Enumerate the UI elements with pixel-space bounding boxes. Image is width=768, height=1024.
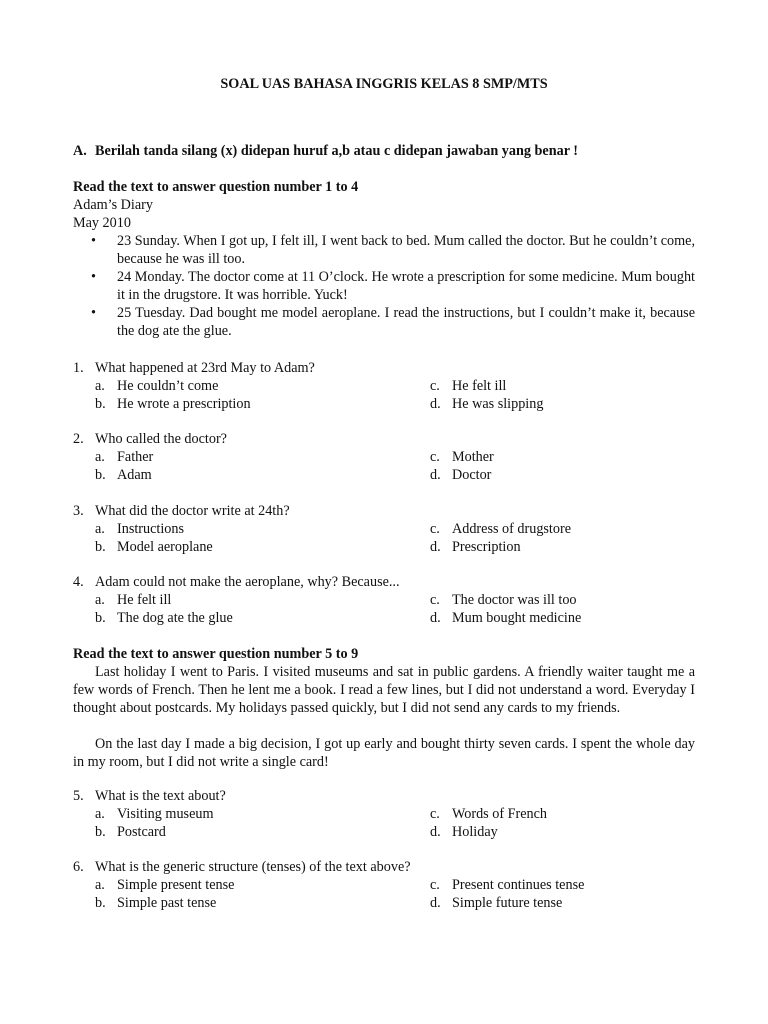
question-3: 3. What did the doctor write at 24th? a. Instructions b. Model aeroplane c. Address of drugstore d. Prescription (73, 503, 571, 555)
diary-entry: • 23 Sunday. When I got up, I felt ill, I went back to bed. Mum called the doctor. But he couldn’t come, because he was ill too. (91, 233, 695, 267)
question-4: 4. Adam could not make the aeroplane, why? Because... a. He felt ill b. The dog ate the glue c. The doctor was ill too d. Mum bought medicine (73, 574, 582, 626)
question-number: 1. (73, 360, 84, 376)
diary-date: May 2010 (73, 215, 131, 231)
instruction-label: A. (73, 143, 87, 159)
question-6: 6. What is the generic structure (tenses) of the text above? a. Simple present tense b. Simple past tense c. Present continues tense d. Simple future tense (73, 859, 585, 911)
page-title: SOAL UAS BAHASA INGGRIS KELAS 8 SMP/MTS (220, 76, 548, 92)
question-number: 3. (73, 503, 84, 519)
question-number: 4. (73, 574, 84, 590)
question-text: Adam could not make the aeroplane, why? Because... (95, 574, 400, 590)
question-1: 1. What happened at 23rd May to Adam? a. He couldn’t come b. He wrote a prescription c. He felt ill d. He was slipping (73, 360, 544, 412)
section-2-heading: Read the text to answer question number 5 to 9 (73, 646, 359, 662)
question-text: What did the doctor write at 24th? (95, 503, 290, 519)
bullet-icon: • (91, 233, 96, 249)
reading-paragraph: Last holiday I went to Paris. I visited museums and sat in public gardens. A friendly waiter taught me a few words of French. Then he lent me a book. I read a few lines, but I did not understand a word. Everyday I thought about postcards. My holidays passed quickly, but I did not send any cards to my friends. (73, 664, 695, 716)
question-2: 2. Who called the doctor? a. Father b. Adam c. Mother d. Doctor (73, 431, 494, 483)
bullet-icon: • (91, 305, 96, 321)
section-1-heading: Read the text to answer question number 1 to 4 (73, 179, 359, 195)
question-5: 5. What is the text about? a. Visiting museum b. Postcard c. Words of French d. Holiday (73, 788, 547, 840)
diary-title: Adam’s Diary (73, 197, 153, 213)
question-text: Who called the doctor? (95, 431, 227, 447)
bullet-icon: • (91, 269, 96, 285)
instruction (73, 142, 578, 160)
question-text: What happened at 23rd May to Adam? (95, 360, 315, 376)
question-number: 2. (73, 431, 84, 447)
question-text: What is the text about? (95, 788, 226, 804)
question-number: 5. (73, 788, 84, 804)
reading-paragraph: On the last day I made a big decision, I got up early and bought thirty seven cards. I spent the whole day in my room, but I did not write a single card! (73, 736, 695, 770)
diary-entry: • 24 Monday. The doctor come at 11 O’clock. He wrote a prescription for some medicine. Mum bought it in the drugstore. It was horrible. Yuck! (91, 269, 695, 303)
diary-entry: • 25 Tuesday. Dad bought me model aeroplane. I read the instructions, but I couldn’t make it, because the dog ate the glue. (91, 305, 695, 339)
question-number: 6. (73, 859, 84, 875)
question-text: What is the generic structure (tenses) of the text above? (95, 859, 411, 875)
instruction-text: Berilah tanda silang (x) didepan huruf a,b atau c didepan jawaban yang benar ! (95, 143, 579, 159)
